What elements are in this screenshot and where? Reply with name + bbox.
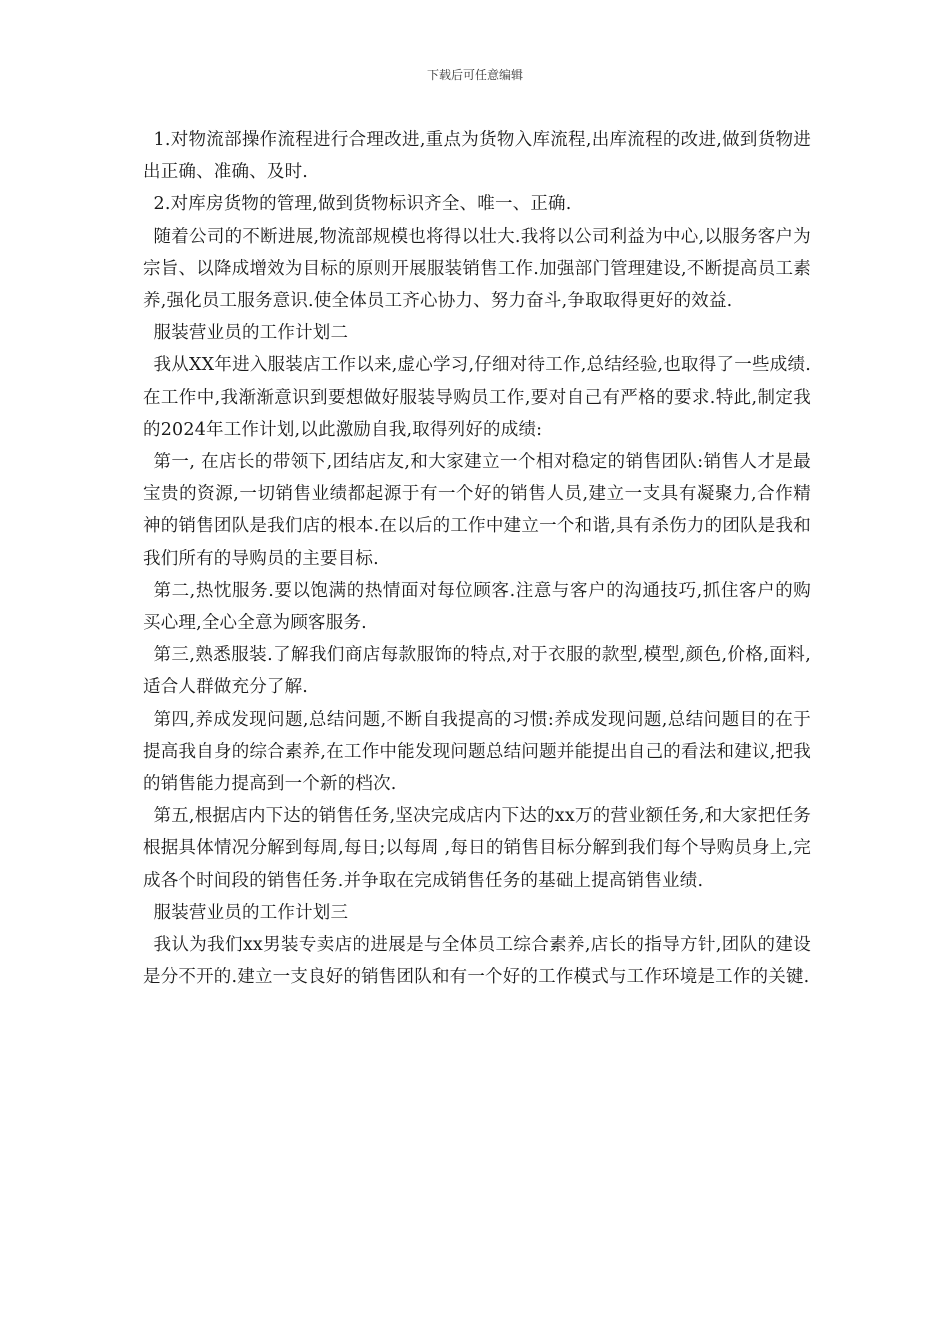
paragraph-5: 我从XX年进入服装店工作以来,虚心学习,仔细对待工作,总结经验,也取得了一些成绩.在工作中,我渐渐意识到要想做好服装导购员工作,要对自己有严格的要求.特此,制定我的2024年工作计划,以此激励自我,取得列好的成绩: <box>143 355 811 440</box>
paragraph-7: 第二,热忱服务.要以饱满的热情面对每位顾客.注意与客户的沟通技巧,抓住客户的购买心理,全心全意为顾客服务. <box>143 580 811 634</box>
paragraph-12: 我认为我们xx男装专卖店的进展是与全体员工综合素养,店长的指导方针,团队的建设是分不开的.建立一支良好的销售团队和有一个好的工作模式与工作环境是工作的关键. <box>143 935 811 988</box>
paragraph-1: 1.对物流部操作流程进行合理改进,重点为货物入库流程,出库流程的改进,做到货物进出正确、准确、及时. <box>143 130 811 183</box>
section-heading-3: 服装营业员的工作计划三 <box>153 902 349 923</box>
paragraph-8: 第三,熟悉服装.了解我们商店每款服饰的特点,对于衣服的款型,模型,颜色,价格,面料,适合人群做充分了解. <box>143 645 811 698</box>
paragraph-10: 第五,根据店内下达的销售任务,坚决完成店内下达的xx万的营业额任务,和大家把任务根据具体情况分解到每周,每日;以每周 ,每日的销售目标分解到我们每个导购员身上,完成各个时间段的销售任务.并争取在完成销售任务的基础上提高销售业绩. <box>143 806 811 891</box>
paragraph-2: 2.对库房货物的管理,做到货物标识齐全、唯一、正确. <box>153 194 572 215</box>
paragraph-3: 随着公司的不断进展,物流部规模也将得以壮大.我将以公司利益为中心,以服务客户为宗旨、以降成增效为目标的原则开展服装销售工作.加强部门管理建设,不断提高员工素养,强化员工服务意识.使全体员工齐心协力、努力奋斗,争取取得更好的效益. <box>143 226 811 312</box>
paragraph-9: 第四,养成发现问题,总结问题,不断自我提高的习惯:养成发现问题,总结问题目的在于提高我自身的综合素养,在工作中能发现问题总结问题并能提出自己的看法和建议,把我的销售能力提高到一个新的档次. <box>143 709 811 795</box>
section-heading-2: 服装营业员的工作计划二 <box>153 323 349 344</box>
page-header-note: 下载后可任意编辑 <box>426 68 523 82</box>
document-body <box>143 124 811 993</box>
paragraph-6: 第一, 在店长的带领下,团结店友,和大家建立一个相对稳定的销售团队:销售人才是最宝贵的资源,一切销售业绩都起源于有一个好的销售人员,建立一支具有凝聚力,合作精神的销售团队是我们店的根本.在以后的工作中建立一个和谐,具有杀伤力的团队是我和我们所有的导购员的主要目标. <box>143 452 811 569</box>
